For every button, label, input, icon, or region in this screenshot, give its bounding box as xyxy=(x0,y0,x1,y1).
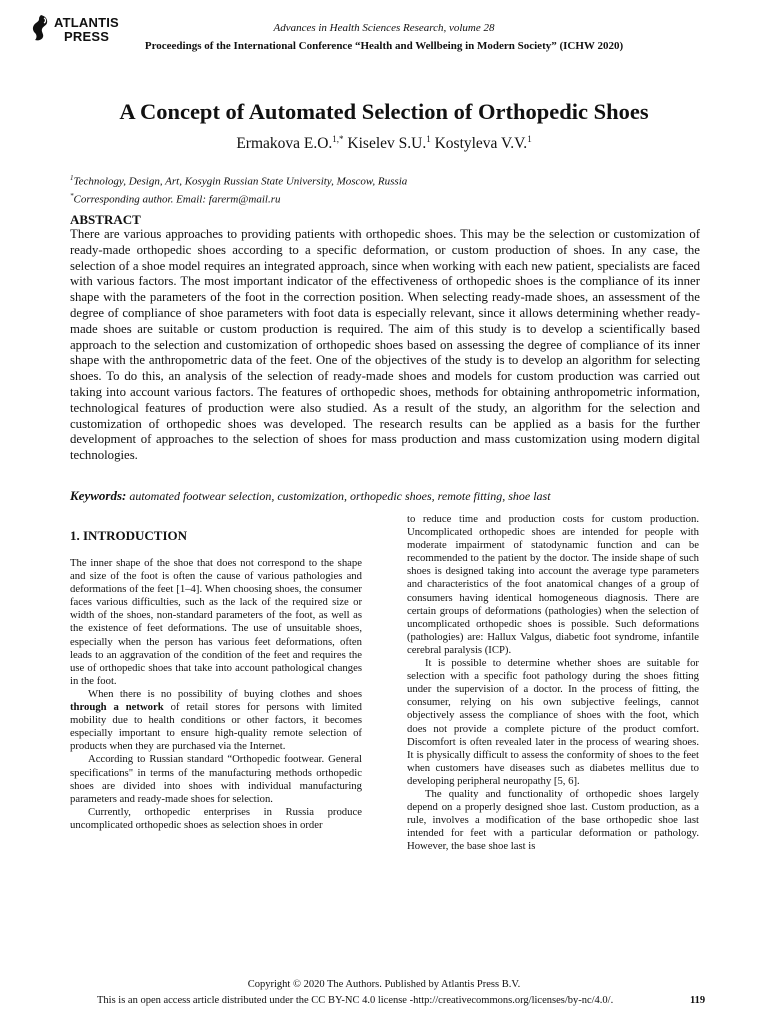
paragraph: Currently, orthopedic enterprises in Russia produce uncomplicated orthopedic shoes as selection shoes in order xyxy=(70,805,362,831)
keywords xyxy=(70,488,710,504)
text-run: of retail stores for persons with limited mobility due to health conditions or other factors, it becomes especially important to ensure high-quality remote selection of products when they are purchased via the Internet. xyxy=(70,701,363,753)
logo-line-1: ATLANTIS xyxy=(54,15,119,30)
bold-text: through a network xyxy=(70,701,164,714)
author-name: Ermakova E.O. xyxy=(236,135,333,153)
affiliation-text: Technology, Design, Art, Kosygin Russian State University, Moscow, Russia xyxy=(73,175,408,188)
affiliations xyxy=(70,171,407,206)
author-sup: 1 xyxy=(426,134,431,144)
logo-line-2: PRESS xyxy=(64,29,110,44)
author-list xyxy=(0,134,768,153)
right-column xyxy=(407,513,699,853)
paper-title: A Concept of Automated Selection of Orthopedic Shoes xyxy=(119,99,649,124)
author-name: Kostyleva V.V. xyxy=(434,135,528,153)
paragraph xyxy=(70,688,362,753)
affiliation-sup: 1 xyxy=(70,174,74,182)
affiliation-text: Corresponding author. Email: farerm@mail.ru xyxy=(73,193,281,206)
license-footer: This is an open access article distributed under the CC BY-NC 4.0 license -http://creativecommons.org/licenses/by-nc/4.0/. xyxy=(97,995,614,1006)
paragraph: to reduce time and production costs for custom production. Uncomplicated orthopedic shoes are intended for people with moderate impairment of statodynamic function and can be recommended to the patient by the doctor. The inside shape of such shoes is designed taking into account the average type parameters and characteristics of the foot anatomical changes of a group of consumers having identical homogeneous diagnosis. There are certain groups of deformations (pathologies) when the selection of uncomplicated orthopedic shoes is possible. Such deformations (pathologies) are: Hallux Valgus, diabetic foot syndrome, infantile cerebral paralysis (ICP). xyxy=(407,513,699,656)
page-number: 119 xyxy=(690,995,706,1006)
author-sup: 1 xyxy=(527,134,532,144)
abstract-heading: ABSTRACT xyxy=(70,212,141,227)
paragraph: It is possible to determine whether shoes are suitable for selection with a specific foot pathology during the shoes fitting under the supervision of a doctor. In the process of fitting, the consumer, relying on his own subjective feelings, cannot objectively assess the compliance of shoes with the foot, which does not provide a complete picture of the product comfort. Discomfort is often revealed later in the process of wearing shoes. It is physically difficult to assess the conformity of shoes to the feet when customers have diseases such as diabetes mellitus due to developing peripheral neuropathy [5, 6]. xyxy=(407,657,699,787)
author-name: Kiselev S.U. xyxy=(347,135,427,153)
copyright-footer: Copyright © 2020 The Authors. Published by Atlantis Press B.V. xyxy=(247,979,521,990)
corresponding-author xyxy=(70,189,407,207)
abstract-text: There are various approaches to providing patients with orthopedic shoes. This may be the selection or customization of ready-made orthopedic shoes according to a specific deformation, or custom production of shoes. In any case, the selection of a shoe model requires an integrated approach, since when working with each new patient, specialists are faced with various factors. The most important indicator of the effectiveness of orthopedic shoes is the compliance of its inner shape with the parameters of the foot in the correction position. When selecting ready-made shoes, an assessment of the degree of compliance of shoe parameters with foot data is especially relevant, since it allows determining whether ready-made shoes are suitable or custom production is required. The aim of this study is to develop a scientifically based approach to the selection and customization of orthopedic shoes based on assessing the degree of compliance of its inner shape with the anthropometric data of the feet. One of the objectives of the study is to develop an algorithm for selecting shoes. To do this, an analysis of the selection of ready-made shoes and models for custom production was carried out taking into account various factors. The features of orthopedic shoes, methods for obtaining anthropometric information, technological features of production were also studied. As a result of the study, an algorithm for the selection and customization of orthopedic shoes was developed. The research results can be applied as a basis for the further development of approaches to the selection of shoes for mass production and mass customization using modern digital technologies. xyxy=(70,227,700,463)
keywords-text: automated footwear selection, customization, orthopedic shoes, remote fitting, shoe last xyxy=(129,489,551,503)
proceedings-header: Proceedings of the International Conference “Health and Wellbeing in Modern Society” (ICHW 2020) xyxy=(144,40,624,52)
author-sup: 1,* xyxy=(332,134,344,144)
paragraph: According to Russian standard “Orthopedic footwear. General specifications" in terms of the manufacturing methods orthopedic shoes are divided into shoes with individual manufacturing parameters and ready-made shoes for selection. xyxy=(70,753,362,805)
affiliation xyxy=(70,171,407,189)
affiliation-sup: * xyxy=(70,191,74,200)
section-heading: 1. INTRODUCTION xyxy=(70,528,188,543)
text-run: When there is no possibility of buying clothes and shoes xyxy=(88,687,362,700)
left-column xyxy=(70,557,362,832)
paragraph: The inner shape of the shoe that does not correspond to the shape and size of the foot is often the cause of various pathologies and deformations of the feet [1–4]. When choosing shoes, the consumer faces various difficulties, such as the lack of the required size or width of the shoes, non-standard parameters of the foot, as well as the existence of feet deformations. The use of unsuitable shoes, especially when the person has various feet deformations, often leads to an aggravation of the condition of the feet and requires the use of orthopedic shoes that take into account pathological changes in the foot. xyxy=(70,557,362,687)
paragraph: The quality and functionality of orthopedic shoes largely depend on a properly designed shoe last. Custom production, as a rule, involves a modification of the base orthopedic shoe last intended for feet with a particular deformation or pathology. However, the base shoe last is xyxy=(407,787,699,853)
keywords-label: Keywords: xyxy=(70,488,127,503)
journal-header: Advances in Health Sciences Research, volume 28 xyxy=(273,22,495,34)
